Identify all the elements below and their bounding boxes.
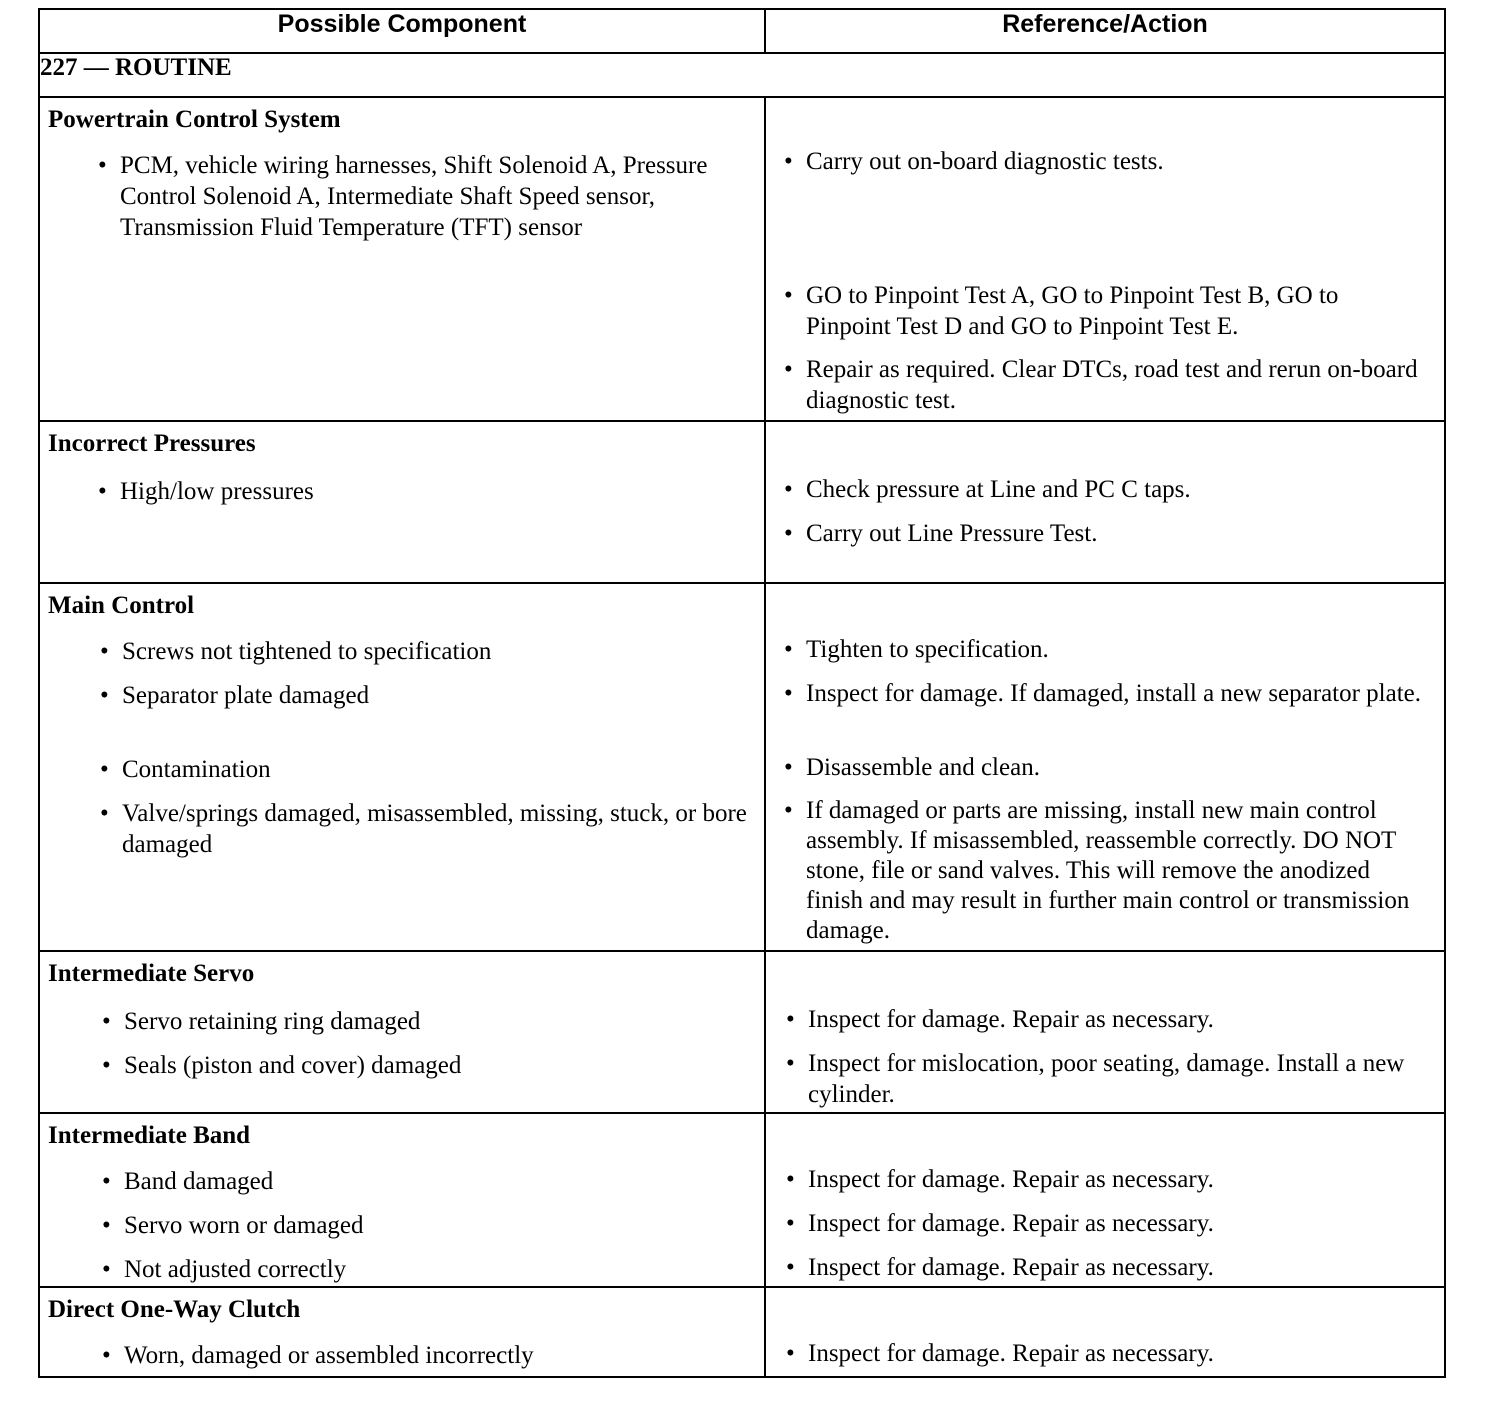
table-row bbox=[39, 1287, 1445, 1377]
list-item: • PCM, vehicle wiring harnesses, Shift Solenoid A, Pressure Control Solenoid A, Intermediate Shaft Speed sensor, Transmission Fluid Temperature (TFT) sensor bbox=[98, 152, 708, 241]
list-item: • Separator plate damaged bbox=[100, 682, 370, 709]
bullet-icon: • bbox=[98, 152, 107, 179]
bullet-icon: • bbox=[784, 356, 793, 383]
list-item: • Seals (piston and cover) damaged bbox=[102, 1052, 462, 1079]
bullet-icon: • bbox=[786, 1006, 795, 1033]
diagnostic-table bbox=[38, 8, 1446, 1378]
list-item: • High/low pressures bbox=[98, 478, 314, 505]
component-cell bbox=[39, 1113, 765, 1287]
dtc-code-title: 227 — ROUTINE bbox=[39, 53, 1445, 97]
bullet-icon: • bbox=[100, 756, 109, 783]
list-item: • Inspect for damage. If damaged, install a new separator plate. bbox=[784, 680, 1422, 707]
table-row bbox=[39, 421, 1445, 583]
bullet-icon: • bbox=[786, 1340, 795, 1367]
group-title: Main Control bbox=[48, 592, 195, 619]
bullet-icon: • bbox=[102, 1052, 111, 1079]
bullet-icon: • bbox=[100, 800, 109, 827]
bullet-icon: • bbox=[786, 1254, 795, 1281]
bullet-icon: • bbox=[786, 1210, 795, 1237]
bullet-icon: • bbox=[784, 680, 793, 707]
bullet-icon: • bbox=[784, 282, 793, 309]
list-item: • Inspect for damage. Repair as necessary. bbox=[786, 1340, 1214, 1367]
list-item: • Carry out Line Pressure Test. bbox=[784, 520, 1098, 547]
list-item: • Inspect for damage. Repair as necessary. bbox=[786, 1254, 1214, 1281]
component-cell bbox=[39, 583, 765, 951]
table-row bbox=[39, 583, 1445, 951]
group-title: Intermediate Servo bbox=[48, 960, 255, 987]
list-item: • Repair as required. Clear DTCs, road test and rerun on-board diagnostic test. bbox=[784, 356, 1418, 414]
table-row bbox=[39, 951, 1445, 1113]
list-item: • If damaged or parts are missing, install new main control assembly. If misassembled, reassemble correctly. DO NOT stone, file or sand valves. This will remove the anodized finish and may result in further main control or transmission damage. bbox=[784, 797, 1410, 944]
bullet-icon: • bbox=[786, 1050, 795, 1077]
bullet-icon: • bbox=[102, 1212, 111, 1239]
group-title: Direct One-Way Clutch bbox=[48, 1296, 301, 1323]
bullet-icon: • bbox=[100, 638, 109, 665]
list-item: • Contamination bbox=[100, 756, 271, 783]
action-cell bbox=[765, 421, 1445, 583]
bullet-icon: • bbox=[100, 682, 109, 709]
bullet-icon: • bbox=[784, 520, 793, 547]
bullet-icon: • bbox=[98, 478, 107, 505]
bullet-icon: • bbox=[786, 1166, 795, 1193]
action-cell bbox=[765, 1287, 1445, 1377]
list-item: • Not adjusted correctly bbox=[102, 1256, 347, 1283]
list-item: • GO to Pinpoint Test A, GO to Pinpoint Test B, GO to Pinpoint Test D and GO to Pinpoint Test E. bbox=[784, 282, 1339, 340]
list-item: • Screws not tightened to specification bbox=[100, 638, 492, 665]
component-cell bbox=[39, 951, 765, 1113]
list-item: • Carry out on-board diagnostic tests. bbox=[784, 148, 1164, 175]
list-item: • Worn, damaged or assembled incorrectly bbox=[102, 1342, 534, 1369]
group-title: Intermediate Band bbox=[48, 1122, 251, 1149]
bullet-icon: • bbox=[784, 148, 793, 175]
list-item: • Valve/springs damaged, misassembled, missing, stuck, or bore damaged bbox=[100, 800, 747, 858]
bullet-icon: • bbox=[784, 797, 793, 824]
bullet-icon: • bbox=[784, 476, 793, 503]
bullet-icon: • bbox=[102, 1256, 111, 1283]
action-cell bbox=[765, 583, 1445, 951]
action-cell bbox=[765, 97, 1445, 421]
component-cell bbox=[39, 1287, 765, 1377]
header-reference-action: Reference/Action bbox=[765, 9, 1445, 53]
list-item: • Tighten to specification. bbox=[784, 636, 1049, 663]
bullet-icon: • bbox=[102, 1168, 111, 1195]
code-row bbox=[39, 53, 1445, 97]
table-row bbox=[39, 1113, 1445, 1287]
header-possible-component: Possible Component bbox=[39, 9, 765, 53]
component-cell bbox=[39, 97, 765, 421]
list-item: • Inspect for damage. Repair as necessary. bbox=[786, 1006, 1214, 1033]
list-item: • Servo worn or damaged bbox=[102, 1212, 364, 1239]
list-item: • Check pressure at Line and PC C taps. bbox=[784, 476, 1191, 503]
component-cell bbox=[39, 421, 765, 583]
group-title: Powertrain Control System bbox=[48, 106, 341, 133]
list-item: • Disassemble and clean. bbox=[784, 754, 1040, 781]
header-row bbox=[39, 9, 1445, 53]
bullet-icon: • bbox=[102, 1008, 111, 1035]
bullet-icon: • bbox=[102, 1342, 111, 1369]
list-item: • Servo retaining ring damaged bbox=[102, 1008, 421, 1035]
bullet-icon: • bbox=[784, 754, 793, 781]
action-cell bbox=[765, 1113, 1445, 1287]
list-item: • Inspect for damage. Repair as necessary. bbox=[786, 1166, 1214, 1193]
table-row bbox=[39, 97, 1445, 421]
list-item: • Inspect for damage. Repair as necessary. bbox=[786, 1210, 1214, 1237]
list-item: • Band damaged bbox=[102, 1168, 274, 1195]
action-cell bbox=[765, 951, 1445, 1113]
list-item: • Inspect for mislocation, poor seating, damage. Install a new cylinder. bbox=[786, 1050, 1405, 1108]
group-title: Incorrect Pressures bbox=[48, 430, 256, 457]
bullet-icon: • bbox=[784, 636, 793, 663]
